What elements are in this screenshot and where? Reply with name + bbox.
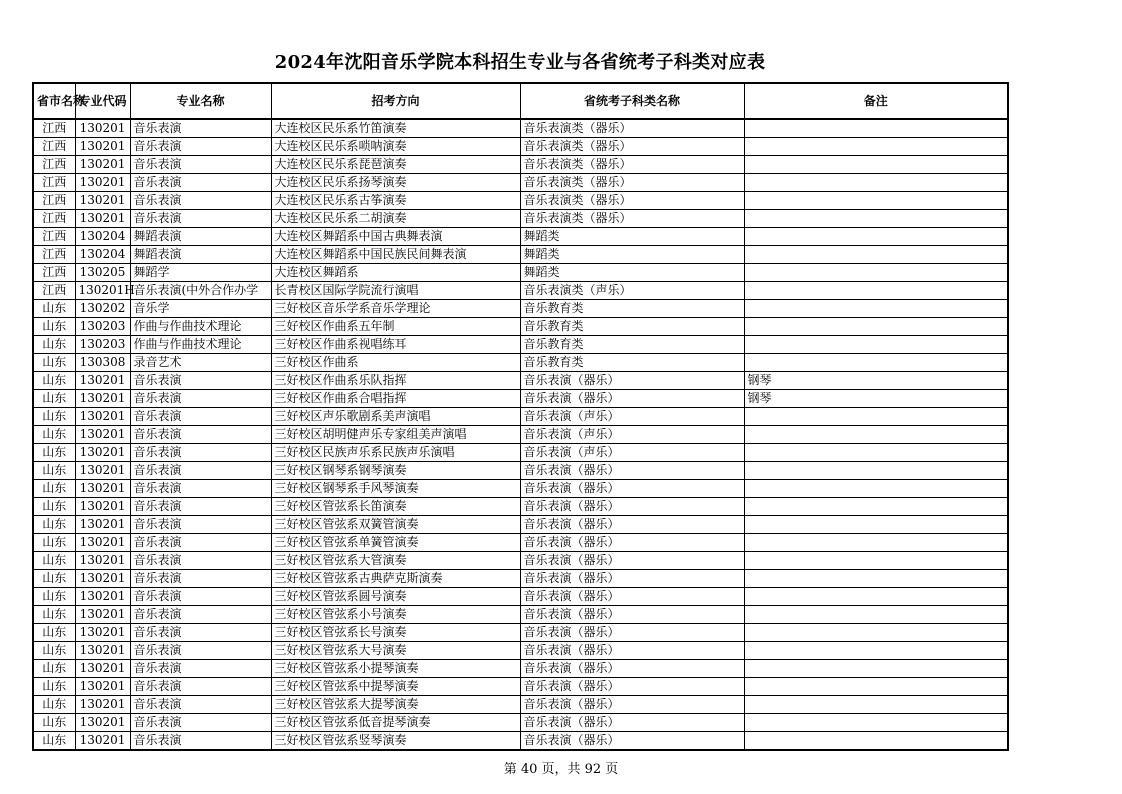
cell-note — [744, 714, 1008, 732]
cell-major: 音乐表演 — [130, 390, 271, 408]
cell-note — [744, 480, 1008, 498]
cell-major: 舞蹈表演 — [130, 246, 271, 264]
cell-major: 音乐表演 — [130, 732, 271, 751]
cell-major: 音乐表演 — [130, 426, 271, 444]
cell-note — [744, 624, 1008, 642]
table-row — [33, 336, 1008, 354]
cell-province: 山东 — [33, 696, 75, 714]
table-row — [33, 606, 1008, 624]
cell-province: 山东 — [33, 588, 75, 606]
page-title: 2024年沈阳音乐学院本科招生专业与各省统考子科类对应表 — [274, 52, 766, 73]
cell-note — [744, 552, 1008, 570]
cell-province: 山东 — [33, 408, 75, 426]
cell-code: 130201 — [75, 119, 130, 138]
table-row — [33, 300, 1008, 318]
cell-note — [744, 570, 1008, 588]
table-row — [33, 552, 1008, 570]
cell-code: 130201 — [75, 678, 130, 696]
cell-province: 山东 — [33, 660, 75, 678]
cell-code: 130201 — [75, 408, 130, 426]
cell-direction: 三好校区管弦系小号演奏 — [271, 606, 520, 624]
cell-category: 音乐表演（器乐） — [520, 516, 744, 534]
cell-direction: 大连校区民乐系二胡演奏 — [271, 210, 520, 228]
cell-code: 130204 — [75, 228, 130, 246]
cell-note — [744, 696, 1008, 714]
cell-note — [744, 138, 1008, 156]
cell-note — [744, 354, 1008, 372]
cell-code: 130201 — [75, 372, 130, 390]
cell-direction: 三好校区胡明健声乐专家组美声演唱 — [271, 426, 520, 444]
cell-category: 舞蹈类 — [520, 228, 744, 246]
cell-direction: 三好校区声乐歌剧系美声演唱 — [271, 408, 520, 426]
cell-major: 音乐表演 — [130, 210, 271, 228]
cell-note — [744, 660, 1008, 678]
cell-code: 130201 — [75, 426, 130, 444]
cell-code: 130204 — [75, 246, 130, 264]
table-row — [33, 570, 1008, 588]
cell-province: 山东 — [33, 498, 75, 516]
cell-major: 录音艺术 — [130, 354, 271, 372]
table-row — [33, 696, 1008, 714]
cell-note — [744, 732, 1008, 751]
cell-major: 音乐表演 — [130, 552, 271, 570]
cell-major: 音乐表演 — [130, 624, 271, 642]
cell-note — [744, 336, 1008, 354]
cell-category: 音乐表演（器乐） — [520, 588, 744, 606]
table-row — [33, 498, 1008, 516]
cell-province: 山东 — [33, 444, 75, 462]
cell-direction: 三好校区管弦系大管演奏 — [271, 552, 520, 570]
cell-direction: 大连校区民乐系竹笛演奏 — [271, 119, 520, 138]
table-row — [33, 318, 1008, 336]
table-body — [33, 119, 1008, 750]
cell-province: 江西 — [33, 156, 75, 174]
cell-note — [744, 534, 1008, 552]
cell-code: 130201 — [75, 210, 130, 228]
cell-province: 江西 — [33, 228, 75, 246]
cell-province: 江西 — [33, 264, 75, 282]
cell-code: 130201 — [75, 570, 130, 588]
cell-code: 130201 — [75, 714, 130, 732]
cell-major: 音乐表演 — [130, 462, 271, 480]
cell-major: 音乐表演 — [130, 534, 271, 552]
cell-major: 音乐表演 — [130, 444, 271, 462]
cell-major: 音乐表演 — [130, 678, 271, 696]
table-row — [33, 264, 1008, 282]
cell-province: 江西 — [33, 138, 75, 156]
cell-direction: 三好校区作曲系视唱练耳 — [271, 336, 520, 354]
table-row — [33, 462, 1008, 480]
cell-category: 音乐表演（声乐） — [520, 426, 744, 444]
cell-province: 山东 — [33, 714, 75, 732]
cell-code: 130201 — [75, 534, 130, 552]
table-row — [33, 246, 1008, 264]
cell-code: 130201 — [75, 624, 130, 642]
cell-note — [744, 606, 1008, 624]
cell-category: 音乐表演类（器乐） — [520, 138, 744, 156]
cell-category: 音乐表演类（器乐） — [520, 210, 744, 228]
cell-category: 音乐表演（器乐） — [520, 480, 744, 498]
cell-code: 130203 — [75, 336, 130, 354]
table-row — [33, 516, 1008, 534]
cell-category: 音乐表演（器乐） — [520, 462, 744, 480]
table-row — [33, 174, 1008, 192]
cell-category: 音乐表演（声乐） — [520, 444, 744, 462]
cell-category: 音乐表演（器乐） — [520, 552, 744, 570]
table-row — [33, 426, 1008, 444]
cell-direction: 大连校区民乐系扬琴演奏 — [271, 174, 520, 192]
cell-direction: 三好校区作曲系五年制 — [271, 318, 520, 336]
cell-note — [744, 678, 1008, 696]
cell-major: 音乐表演 — [130, 570, 271, 588]
table-row — [33, 138, 1008, 156]
cell-category: 音乐表演（器乐） — [520, 678, 744, 696]
cell-code: 130201 — [75, 498, 130, 516]
cell-code: 130201 — [75, 552, 130, 570]
cell-category: 音乐表演类（器乐） — [520, 174, 744, 192]
cell-note — [744, 300, 1008, 318]
admission-table — [32, 82, 1009, 751]
table-row — [33, 228, 1008, 246]
cell-major: 音乐表演 — [130, 372, 271, 390]
table-row — [33, 390, 1008, 408]
cell-category: 音乐表演（器乐） — [520, 660, 744, 678]
cell-note — [744, 174, 1008, 192]
table-row — [33, 732, 1008, 751]
cell-major: 音乐学 — [130, 300, 271, 318]
cell-province: 江西 — [33, 282, 75, 300]
cell-category: 音乐表演（器乐） — [520, 714, 744, 732]
cell-direction: 大连校区民乐系古筝演奏 — [271, 192, 520, 210]
cell-note — [744, 192, 1008, 210]
cell-major: 音乐表演 — [130, 660, 271, 678]
cell-code: 130201 — [75, 138, 130, 156]
cell-category: 音乐表演（器乐） — [520, 570, 744, 588]
cell-major: 音乐表演 — [130, 642, 271, 660]
header-code: 专业代码 — [75, 83, 130, 119]
cell-direction: 三好校区管弦系小提琴演奏 — [271, 660, 520, 678]
cell-code: 130201 — [75, 192, 130, 210]
cell-major: 舞蹈学 — [130, 264, 271, 282]
cell-code: 130201 — [75, 516, 130, 534]
cell-direction: 三好校区钢琴系手风琴演奏 — [271, 480, 520, 498]
cell-category: 音乐表演类（器乐） — [520, 156, 744, 174]
cell-major: 作曲与作曲技术理论 — [130, 336, 271, 354]
cell-province: 山东 — [33, 372, 75, 390]
cell-code: 130201 — [75, 174, 130, 192]
cell-category: 音乐表演类（声乐） — [520, 282, 744, 300]
cell-major: 音乐表演(中外合作办学 — [130, 282, 271, 300]
cell-category: 舞蹈类 — [520, 246, 744, 264]
cell-category: 音乐表演（器乐） — [520, 498, 744, 516]
cell-code: 130201 — [75, 732, 130, 751]
cell-direction: 三好校区管弦系中提琴演奏 — [271, 678, 520, 696]
cell-province: 山东 — [33, 624, 75, 642]
cell-note — [744, 119, 1008, 138]
cell-direction: 三好校区作曲系乐队指挥 — [271, 372, 520, 390]
cell-major: 音乐表演 — [130, 480, 271, 498]
cell-note — [744, 516, 1008, 534]
cell-note — [744, 318, 1008, 336]
cell-major: 音乐表演 — [130, 192, 271, 210]
cell-category: 音乐表演（器乐） — [520, 606, 744, 624]
cell-province: 山东 — [33, 336, 75, 354]
table-row — [33, 408, 1008, 426]
cell-province: 山东 — [33, 390, 75, 408]
cell-note — [744, 426, 1008, 444]
cell-direction: 大连校区民乐系唢呐演奏 — [271, 138, 520, 156]
cell-note — [744, 498, 1008, 516]
cell-direction: 三好校区民族声乐系民族声乐演唱 — [271, 444, 520, 462]
cell-direction: 三好校区管弦系大提琴演奏 — [271, 696, 520, 714]
cell-direction: 大连校区舞蹈系 — [271, 264, 520, 282]
cell-direction: 大连校区舞蹈系中国民族民间舞表演 — [271, 246, 520, 264]
cell-code: 130201 — [75, 606, 130, 624]
table-row — [33, 354, 1008, 372]
cell-direction: 三好校区管弦系竖琴演奏 — [271, 732, 520, 751]
header-category: 省统考子科类名称 — [520, 83, 744, 119]
cell-major: 音乐表演 — [130, 606, 271, 624]
page-footer: 第 40 页，共 92 页 — [503, 762, 619, 777]
table-row — [33, 588, 1008, 606]
cell-province: 江西 — [33, 119, 75, 138]
cell-category: 音乐表演（器乐） — [520, 624, 744, 642]
cell-code: 130201 — [75, 642, 130, 660]
cell-code: 130201 — [75, 462, 130, 480]
cell-category: 舞蹈类 — [520, 264, 744, 282]
cell-direction: 大连校区民乐系琵琶演奏 — [271, 156, 520, 174]
table-row — [33, 480, 1008, 498]
cell-direction: 三好校区钢琴系钢琴演奏 — [271, 462, 520, 480]
cell-category: 音乐教育类 — [520, 318, 744, 336]
cell-note: 钢琴 — [744, 390, 1008, 408]
cell-major: 音乐表演 — [130, 516, 271, 534]
cell-code: 130201 — [75, 156, 130, 174]
cell-direction: 三好校区管弦系单簧管演奏 — [271, 534, 520, 552]
cell-code: 130201 — [75, 480, 130, 498]
header-province: 省市名称 — [33, 83, 75, 119]
cell-note — [744, 444, 1008, 462]
cell-province: 江西 — [33, 246, 75, 264]
cell-code: 130202 — [75, 300, 130, 318]
cell-note: 钢琴 — [744, 372, 1008, 390]
cell-major: 音乐表演 — [130, 588, 271, 606]
cell-note — [744, 246, 1008, 264]
cell-direction: 三好校区管弦系低音提琴演奏 — [271, 714, 520, 732]
cell-province: 山东 — [33, 354, 75, 372]
cell-direction: 三好校区管弦系圆号演奏 — [271, 588, 520, 606]
cell-category: 音乐表演（器乐） — [520, 534, 744, 552]
header-note: 备注 — [744, 83, 1008, 119]
cell-code: 130201 — [75, 660, 130, 678]
table-row — [33, 156, 1008, 174]
cell-major: 音乐表演 — [130, 138, 271, 156]
cell-major: 音乐表演 — [130, 408, 271, 426]
table-row — [33, 372, 1008, 390]
cell-note — [744, 588, 1008, 606]
cell-category: 音乐表演（器乐） — [520, 390, 744, 408]
cell-direction: 三好校区音乐学系音乐学理论 — [271, 300, 520, 318]
cell-province: 山东 — [33, 606, 75, 624]
table-row — [33, 534, 1008, 552]
table-row — [33, 714, 1008, 732]
cell-province: 江西 — [33, 210, 75, 228]
cell-category: 音乐表演（器乐） — [520, 372, 744, 390]
table-row — [33, 119, 1008, 138]
cell-code: 130201 — [75, 390, 130, 408]
cell-major: 舞蹈表演 — [130, 228, 271, 246]
cell-note — [744, 282, 1008, 300]
cell-direction: 三好校区管弦系长号演奏 — [271, 624, 520, 642]
cell-major: 音乐表演 — [130, 498, 271, 516]
cell-category: 音乐教育类 — [520, 300, 744, 318]
cell-note — [744, 264, 1008, 282]
cell-code: 130201 — [75, 444, 130, 462]
cell-category: 音乐教育类 — [520, 354, 744, 372]
cell-note — [744, 156, 1008, 174]
cell-direction: 长青校区国际学院流行演唱 — [271, 282, 520, 300]
cell-province: 山东 — [33, 462, 75, 480]
cell-province: 山东 — [33, 534, 75, 552]
cell-province: 山东 — [33, 318, 75, 336]
cell-province: 山东 — [33, 642, 75, 660]
cell-direction: 三好校区管弦系双簧管演奏 — [271, 516, 520, 534]
cell-major: 音乐表演 — [130, 174, 271, 192]
cell-province: 江西 — [33, 174, 75, 192]
table-row — [33, 282, 1008, 300]
cell-note — [744, 462, 1008, 480]
table-header-row — [33, 83, 1008, 119]
cell-province: 江西 — [33, 192, 75, 210]
cell-code: 130201 — [75, 696, 130, 714]
cell-note — [744, 642, 1008, 660]
cell-category: 音乐表演类（器乐） — [520, 119, 744, 138]
table-row — [33, 192, 1008, 210]
cell-code: 130308 — [75, 354, 130, 372]
cell-note — [744, 210, 1008, 228]
cell-province: 山东 — [33, 426, 75, 444]
cell-direction: 三好校区管弦系大号演奏 — [271, 642, 520, 660]
cell-direction: 大连校区舞蹈系中国古典舞表演 — [271, 228, 520, 246]
header-major: 专业名称 — [130, 83, 271, 119]
table-row — [33, 624, 1008, 642]
table-row — [33, 660, 1008, 678]
cell-province: 山东 — [33, 552, 75, 570]
cell-province: 山东 — [33, 732, 75, 751]
cell-code: 130203 — [75, 318, 130, 336]
cell-direction: 三好校区管弦系古典萨克斯演奏 — [271, 570, 520, 588]
cell-code: 130201H — [75, 282, 130, 300]
cell-code: 130205 — [75, 264, 130, 282]
cell-category: 音乐表演（器乐） — [520, 732, 744, 751]
cell-code: 130201 — [75, 588, 130, 606]
cell-category: 音乐表演（器乐） — [520, 696, 744, 714]
cell-province: 山东 — [33, 516, 75, 534]
cell-direction: 三好校区作曲系 — [271, 354, 520, 372]
cell-note — [744, 408, 1008, 426]
table-row — [33, 642, 1008, 660]
cell-province: 山东 — [33, 570, 75, 588]
cell-major: 作曲与作曲技术理论 — [130, 318, 271, 336]
table-row — [33, 210, 1008, 228]
cell-major: 音乐表演 — [130, 156, 271, 174]
cell-direction: 三好校区作曲系合唱指挥 — [271, 390, 520, 408]
cell-major: 音乐表演 — [130, 714, 271, 732]
cell-province: 山东 — [33, 678, 75, 696]
cell-category: 音乐教育类 — [520, 336, 744, 354]
cell-major: 音乐表演 — [130, 696, 271, 714]
cell-category: 音乐表演（声乐） — [520, 408, 744, 426]
cell-major: 音乐表演 — [130, 119, 271, 138]
cell-category: 音乐表演类（器乐） — [520, 192, 744, 210]
cell-province: 山东 — [33, 300, 75, 318]
cell-note — [744, 228, 1008, 246]
cell-direction: 三好校区管弦系长笛演奏 — [271, 498, 520, 516]
table-row — [33, 678, 1008, 696]
header-direction: 招考方向 — [271, 83, 520, 119]
table-row — [33, 444, 1008, 462]
cell-category: 音乐表演（器乐） — [520, 642, 744, 660]
cell-province: 山东 — [33, 480, 75, 498]
